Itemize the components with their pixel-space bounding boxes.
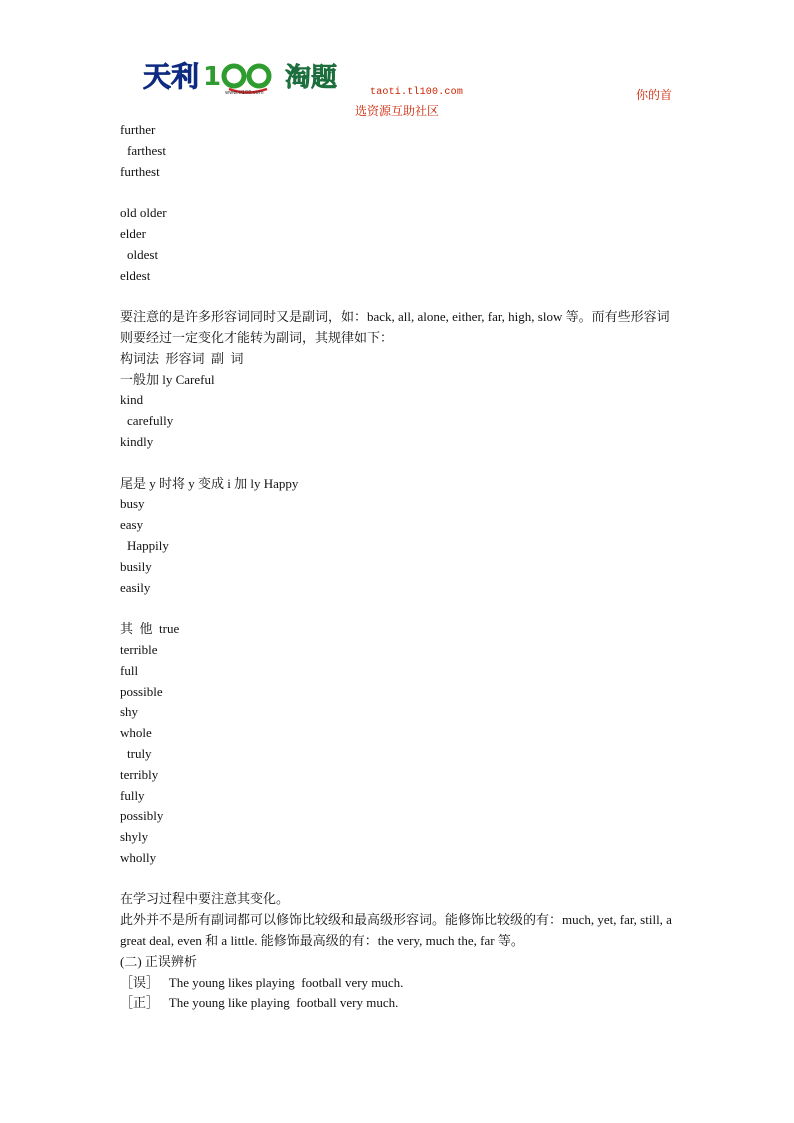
svg-text:1: 1 — [203, 62, 222, 92]
text-line: terrible — [120, 641, 158, 657]
document-body — [120, 120, 680, 1014]
page-header — [0, 0, 794, 125]
blank-line — [120, 869, 680, 890]
text-line: easy — [120, 517, 144, 533]
tagline-part2: 选资源互助社区 — [355, 104, 440, 118]
paragraph-degree-adverbs: 此外并不是所有副词都可以修饰比较级和最高级形容词。能修饰比较级的有：much, yet, far, still, a great deal, even 和 a little. 能修饰最高级的有：the very, much the, far 等。 — [120, 912, 672, 949]
tagline-part1: 你的首 — [636, 88, 673, 102]
text-line: possibly — [120, 808, 164, 824]
text-line: old older — [120, 205, 167, 221]
text-line: elder — [120, 225, 146, 241]
blank-line — [120, 286, 680, 307]
text-line: fully — [120, 787, 145, 803]
text-line: carefully — [127, 413, 174, 429]
text-line: shyly — [120, 829, 149, 845]
blank-line — [120, 453, 680, 474]
text-line: whole — [120, 725, 152, 741]
site-url[interactable]: taoti.tl100.com — [370, 87, 464, 98]
text-line: easily — [120, 579, 151, 595]
logo-small-text: www.tl100.com — [225, 90, 264, 96]
text-line: 尾是 y 时将 y 变成 i 加 ly Happy — [120, 475, 299, 491]
blank-line — [120, 182, 680, 203]
correct-example: ［正］ The young like playing football very much. — [120, 995, 399, 1011]
text-line: oldest — [127, 246, 159, 262]
text-line: eldest — [120, 267, 151, 283]
text-line: kindly — [120, 433, 154, 449]
text-line: truly — [127, 745, 152, 761]
paragraph-adverb-rule: 要注意的是许多形容词同时又是副词，如：back, all, alone, either, far, high, slow 等。而有些形容词则要经过一定变化才能转为副词，其规律如下： — [120, 309, 670, 345]
text-line: kind — [120, 392, 144, 408]
text-line: Happily — [127, 537, 169, 553]
text-line: terribly — [120, 766, 159, 782]
text-line: busily — [120, 558, 152, 574]
blank-line — [120, 598, 680, 619]
text-line: full — [120, 662, 139, 678]
text-line: furthest — [120, 163, 160, 179]
text-line: possible — [120, 683, 163, 699]
svg-text:天利: 天利 — [143, 60, 200, 93]
wrong-example: ［误］ The young likes playing football very much. — [120, 974, 404, 990]
text-line: shy — [120, 704, 139, 720]
text-line: 在学习过程中要注意其变化。 — [120, 891, 290, 907]
text-line: 其 他 true — [120, 621, 180, 637]
text-line: farthest — [127, 142, 166, 158]
text-line: further — [120, 122, 156, 137]
tianli100-logo — [143, 56, 353, 98]
text-line: 一般加 ly Careful — [120, 371, 215, 387]
text-line: wholly — [120, 849, 157, 865]
svg-text:淘题: 淘题 — [285, 63, 338, 93]
text-line: 构词法 形容词 副 词 — [120, 350, 244, 366]
section-heading: (二) 正误辨析 — [120, 953, 197, 969]
text-line: busy — [120, 496, 145, 512]
